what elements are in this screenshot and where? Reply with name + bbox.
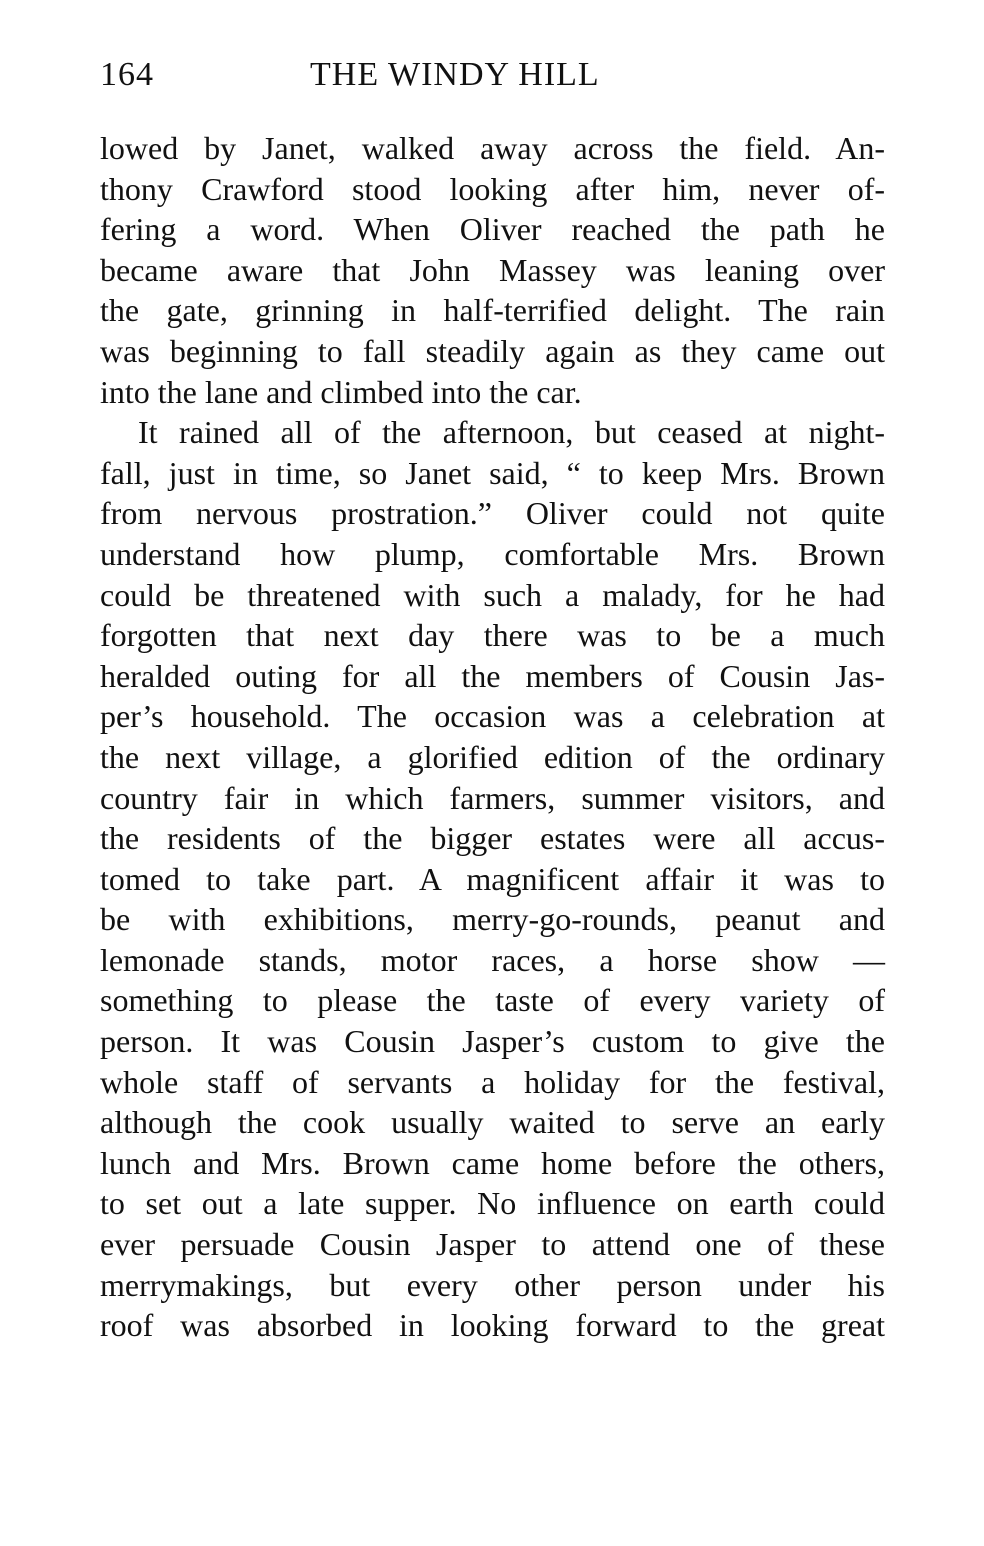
text-line: per’s household. The occasion was a celebration at: [100, 698, 885, 735]
text-line: be with exhibitions, merry-go-rounds, peanut and: [100, 901, 885, 938]
text-line: lunch and Mrs. Brown came home before the others,: [100, 1144, 885, 1181]
text-line: country fair in which farmers, summer visitors, and: [100, 779, 885, 816]
body-text: [100, 128, 885, 1346]
text-line: fall, just in time, so Janet said, “ to keep Mrs. Brown: [100, 454, 885, 491]
text-line: forgotten that next day there was to be a much: [100, 617, 885, 654]
text-line: lemonade stands, motor races, a horse show —: [100, 941, 885, 978]
text-line: whole staff of servants a holiday for the festival,: [100, 1063, 885, 1100]
text-line: fering a word. When Oliver reached the path he: [100, 211, 885, 248]
page-header: [100, 56, 890, 106]
text-line: to set out a late supper. No influence on earth could: [100, 1185, 885, 1222]
text-line: tomed to take part. A magnificent affair it was to: [100, 860, 885, 897]
text-line: person. It was Cousin Jasper’s custom to give the: [100, 1023, 885, 1060]
text-line: It rained all of the afternoon, but ceased at night-: [138, 414, 885, 451]
text-line: something to please the taste of every variety of: [100, 982, 885, 1019]
text-line: although the cook usually waited to serve an early: [100, 1104, 885, 1141]
text-line: became aware that John Massey was leaning over: [100, 251, 885, 288]
text-line: understand how plump, comfortable Mrs. Brown: [100, 535, 885, 572]
text-line: the next village, a glorified edition of the ordinary: [100, 738, 885, 775]
text-line: from nervous prostration.” Oliver could not quite: [100, 495, 885, 532]
text-line: the gate, grinning in half-terrified delight. The rain: [100, 292, 885, 329]
text-line: lowed by Janet, walked away across the field. An-: [100, 130, 885, 166]
running-head: THE WINDY HILL: [310, 56, 600, 93]
text-line: ever persuade Cousin Jasper to attend one of these: [100, 1226, 885, 1263]
text-line: heralded outing for all the members of Cousin Jas-: [100, 657, 885, 694]
page-number: 164: [100, 56, 154, 93]
text-line: was beginning to fall steadily again as they came out: [100, 332, 885, 369]
text-line: merrymakings, but every other person under his: [100, 1266, 885, 1303]
text-line: the residents of the bigger estates were all accus-: [100, 820, 885, 857]
text-line: thony Crawford stood looking after him, never of-: [100, 170, 885, 207]
text-line: into the lane and climbed into the car.: [100, 373, 582, 410]
text-line: could be threatened with such a malady, for he had: [100, 576, 885, 613]
text-line: roof was absorbed in looking forward to the great: [100, 1307, 885, 1344]
